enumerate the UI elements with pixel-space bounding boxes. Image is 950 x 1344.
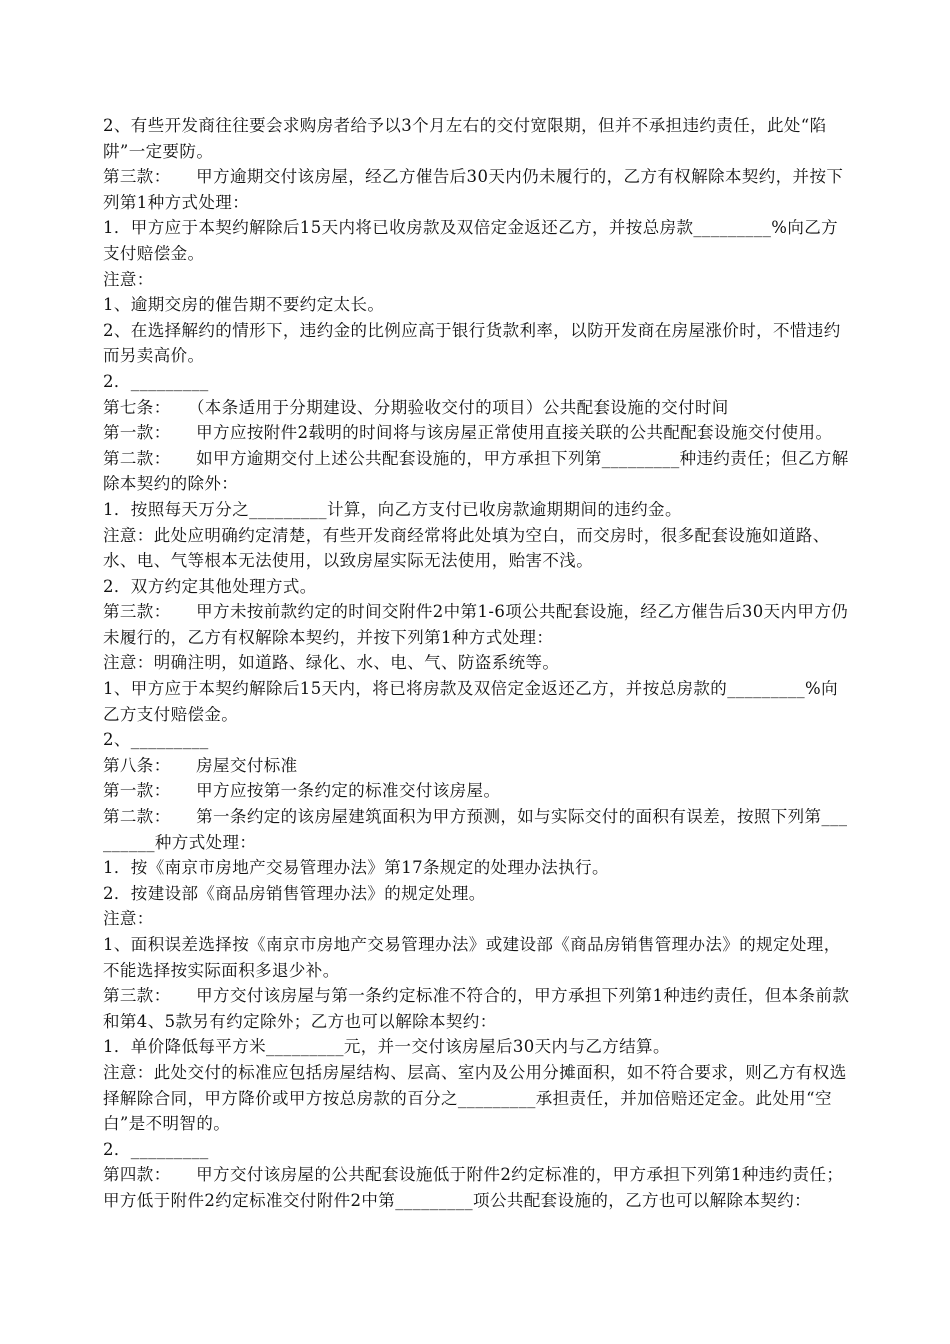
text-line: 注意： [103,909,154,929]
text-line: 2．双方约定其他处理方式。 [103,576,317,596]
text-line: 第二款： 如甲方逾期交付上述公共配套设施的，甲方承担下列第_________种违约责任；但乙方解除本契约的除外： [103,448,849,494]
text-line: 第三款： 甲方交付该房屋与第一条约定标准不符合的，甲方承担下列第1种违约责任，但本条前款和第4、5款另有约定除外；乙方也可以解除本契约： [103,986,850,1031]
text-line: 第四款： 甲方交付该房屋的公共配套设施低于附件2约定标准的，甲方承担下列第1种违约责任；甲方低于附件2约定标准交付附件2中第_________项公共配套设施的，乙方也可以解除本契约： [103,1165,844,1210]
text-line: 2、在选择解约的情形下，违约金的比例应高于银行货款利率，以防开发商在房屋涨价时，不惜违约而另卖高价。 [103,320,841,366]
text-line: 1．按照每天万分之_________计算，向乙方支付已收房款逾期期间的违约金。 [103,499,682,519]
text-line: 1．甲方应于本契约解除后15天内将已收房款及双倍定金返还乙方，并按总房款_________%向乙方支付赔偿金。 [103,218,839,263]
section-heading: 第七条： （本条适用于分期建设、分期验收交付的项目）公共配套设施的交付时间 [103,397,729,417]
text-line: 2．_________ [103,371,209,391]
text-line: 注意：明确注明，如道路、绿化、水、电、气、防盗系统等。 [103,653,560,673]
text-line: 注意：此处交付的标准应包括房屋结构、层高、室内及公用分摊面积，如不符合要求，则乙方有权选择解除合同，甲方降价或甲方按总房款的百分之_________承担责任，并加倍赔还定金。此处用“空白”是不明智的。 [103,1062,847,1134]
text-line: 注意：此处应明确约定清楚，有些开发商经常将此处填为空白，而交房时，很多配套设施如道路、水、电、气等根本无法使用，以致房屋实际无法使用，贻害不浅。 [103,525,830,571]
text-line: 第一款： 甲方应按附件2载明的时间将与该房屋正常使用直接关联的公共配配套设施交付使用。 [103,423,833,443]
text-line: 2、_________ [103,730,209,750]
text-line: 第三款： 甲方逾期交付该房屋，经乙方催告后30天内仍未履行的，乙方有权解除本契约，并按下列第1种方式处理： [103,167,844,212]
text-line: 2．按建设部《商品房销售管理办法》的规定处理。 [103,883,486,903]
text-line: 注意： [103,269,154,289]
text-line: 第一款： 甲方应按第一条约定的标准交付该房屋。 [103,781,501,801]
text-line: 1、面积误差选择按《南京市房地产交易管理办法》或建设部《商品房销售管理办法》的规定处理，不能选择按实际面积多退少补。 [103,935,841,980]
text-line: 第二款： 第一条约定的该房屋建筑面积为甲方预测，如与实际交付的面积有误差，按照下列第_________种方式处理： [103,807,848,852]
text-line: 1．按《南京市房地产交易管理办法》第17条规定的处理办法执行。 [103,858,609,878]
text-line: 1．单价降低每平方米_________元，并一交付该房屋后30天内与乙方结算。 [103,1037,670,1057]
text-line: 第三款： 甲方未按前款约定的时间交附件2中第1-6项公共配套设施，经乙方催告后30天内甲方仍未履行的，乙方有权解除本契约，并按下列第1种方式处理： [103,602,849,647]
text-line: 2、有些开发商往往要会求购房者给予以3个月左右的交付宽限期，但并不承担违约责任，此处“陷阱”一定要防。 [103,116,827,161]
text-line: 1、逾期交房的催告期不要约定太长。 [103,295,385,315]
text-line: 2．_________ [103,1139,209,1159]
document-page [103,113,853,1214]
text-line: 1、甲方应于本契约解除后15天内，将已将房款及双倍定金返还乙方，并按总房款的_________%向乙方支付赔偿金。 [103,679,839,724]
section-heading: 第八条： 房屋交付标准 [103,755,298,775]
